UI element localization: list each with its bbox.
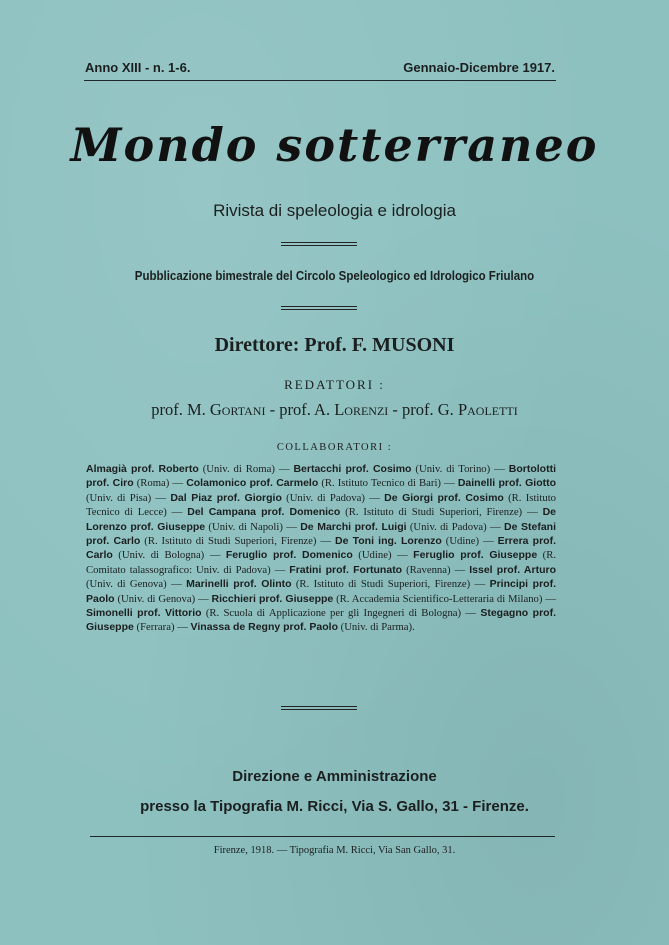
collaborator-separator: — — [391, 549, 414, 562]
collaborator-separator: — — [479, 535, 498, 548]
footer-rule — [90, 836, 555, 837]
collaborator-name: Feruglio prof. Giuseppe — [413, 549, 538, 562]
collaborator-name: Principi prof. Paolo — [86, 578, 556, 605]
collaborator-affiliation: (R. Istituto Tecnico di Lecce) — [86, 491, 557, 519]
collaborator-name: Marinelli prof. Olinto — [186, 578, 292, 591]
collaborator-affiliation: (R. Istituto di Studi Superiori, Firenze) — [291, 578, 471, 591]
collaborator-affiliation: (Ferrara) — [133, 621, 175, 634]
collaborator-name: Simonelli prof. Vittorio — [86, 607, 202, 620]
collaborator-name: Dainelli prof. Giotto — [457, 477, 557, 490]
collaborator-affiliation: (R. Istituto di Studi Superiori, Firenze) — [140, 535, 317, 548]
collaborator-affiliation: (Univ. di Padova) — [406, 520, 487, 533]
collaborator-affiliation: (R. Istituto Tecnico di Bari) — [318, 477, 441, 490]
collaborator-affiliation: (Roma) — [133, 477, 170, 490]
administration-heading: Direzione e Amministrazione — [232, 768, 437, 785]
collaborator-name: Vinassa de Regny prof. Paolo — [190, 621, 338, 634]
collaborator-separator: — — [440, 477, 458, 490]
collaborator-separator: — — [542, 592, 557, 605]
collaborator-separator: — — [461, 607, 481, 620]
editors-separator: - — [388, 400, 403, 419]
collaborator-affiliation: (Univ. di Padova) — [281, 491, 365, 504]
collaborator-separator: — — [274, 463, 294, 475]
collaborator-separator: — — [204, 549, 226, 562]
collaborator-name: Issel prof. Arturo — [469, 563, 557, 576]
collaborator-affiliation: (Univ. di Napoli) — [205, 520, 283, 533]
collaborator-separator: — — [151, 491, 171, 504]
issue-number: Anno XIII - n. 1-6. — [85, 60, 191, 75]
collaborator-affiliation: (R. Scuola di Applicazione per gli Ingegneri di Bologna) — [201, 607, 462, 620]
collaborator-name: De Marchi prof. Luigi — [300, 520, 407, 533]
collaborator-separator: — — [195, 592, 212, 605]
collaborator-affiliation: (Univ. di Torino) — [411, 463, 491, 475]
collaborator-affiliation: (Univ. di Genova) — [86, 578, 167, 591]
collaborator-separator: — — [174, 621, 191, 634]
divider-rule — [281, 242, 357, 243]
collaborator-affiliation: (Udine) — [352, 549, 392, 562]
collaborator-separator: — — [166, 506, 188, 519]
collaborator-separator: — — [450, 563, 470, 576]
collaborator-separator: — — [270, 563, 290, 576]
journal-subtitle: Rivista di speleologia e idrologia — [213, 201, 456, 220]
collaborator-separator: — — [486, 520, 505, 533]
header-rule — [84, 80, 556, 81]
collaborator-name: Errera prof. Carlo — [86, 535, 557, 562]
collaborators-list — [86, 462, 556, 635]
collaborator-separator: — — [169, 477, 187, 490]
divider-rule — [281, 706, 357, 707]
collaborator-name: De Stefani prof. Carlo — [86, 520, 557, 548]
collaborator-name: Ricchieri prof. Giuseppe — [211, 592, 334, 605]
collaborator-separator: — — [282, 520, 301, 533]
collaborator-affiliation: (Udine) — [441, 535, 480, 548]
journal-title: Mondo sotterraneo — [70, 118, 599, 172]
collaborator-separator: — — [166, 578, 187, 591]
collaborator-affiliation: (Univ. di Roma) — [198, 463, 275, 475]
collaborator-affiliation: (R. Comitato talassografico: Univ. di Padova) — [86, 549, 556, 576]
editor-title: prof. G. — [402, 400, 458, 419]
editors-label: REDATTORI : — [284, 377, 385, 392]
collaborator-name: Dal Piaz prof. Giorgio — [170, 491, 282, 504]
editors-separator: - — [265, 400, 280, 419]
collaborator-name: Colamonico prof. Carmelo — [186, 477, 319, 490]
issue-date: Gennaio-Dicembre 1917. — [403, 60, 555, 75]
collaborator-name: Bortolotti prof. Ciro — [86, 463, 557, 490]
divider-rule — [281, 306, 357, 307]
collaborator-name: Almagià prof. Roberto — [86, 463, 199, 475]
collaborator-affiliation: (Univ. di Bologna) — [112, 549, 205, 562]
editor-title: prof. A. — [279, 400, 335, 419]
administration-address: presso la Tipografia M. Ricci, Via S. Gallo, 31 - Firenze. — [140, 798, 529, 815]
collaborator-name: De Lorenzo prof. Giuseppe — [86, 506, 556, 533]
director-line: Direttore: Prof. F. MUSONI — [214, 334, 455, 356]
editor-name: Lorenzi — [334, 400, 389, 419]
collaborator-name: De Toni ing. Lorenzo — [335, 535, 442, 548]
collaborator-affiliation: (Univ. di Genova) — [114, 592, 196, 605]
collaborator-affiliation: (Univ. di Pisa) — [86, 491, 152, 504]
printer-imprint: Firenze, 1918. — Tipografia M. Ricci, Via San Gallo, 31. — [213, 845, 456, 856]
editor-name: Gortani — [209, 400, 266, 419]
collaborators-label: COLLABORATORI : — [276, 442, 393, 453]
collaborator-name: Feruglio prof. Domenico — [225, 549, 353, 562]
collaborator-affiliation: (Univ. di Parma). — [337, 621, 415, 634]
collaborator-name: Del Campana prof. Domenico — [187, 506, 341, 519]
issue-header — [85, 60, 555, 75]
collaborator-name: Fratini prof. Fortunato — [289, 563, 403, 576]
collaborator-name: De Giorgi prof. Cosimo — [384, 491, 504, 504]
editors-list — [0, 400, 669, 420]
collaborator-separator: — — [522, 506, 543, 519]
collaborator-affiliation: (R. Istituto di Studi Superiori, Firenze) — [340, 506, 523, 519]
collaborator-separator: — — [470, 578, 490, 591]
collaborator-name: Bertacchi prof. Cosimo — [293, 463, 412, 475]
collaborator-affiliation: (R. Accademia Scientifico-Letteraria di Milano) — [333, 592, 543, 605]
editor-name: Paoletti — [457, 400, 518, 419]
collaborator-separator: — — [364, 491, 385, 504]
collaborator-separator: — — [316, 535, 336, 548]
collaborator-name: Stegagno prof. Giuseppe — [86, 607, 556, 634]
collaborator-affiliation: (Ravenna) — [402, 563, 451, 576]
publication-line: Pubblicazione bimestrale del Circolo Speleologico ed Idrologico Friulano — [134, 269, 535, 283]
collaborator-separator: — — [490, 463, 509, 475]
editor-title: prof. M. — [151, 400, 210, 419]
